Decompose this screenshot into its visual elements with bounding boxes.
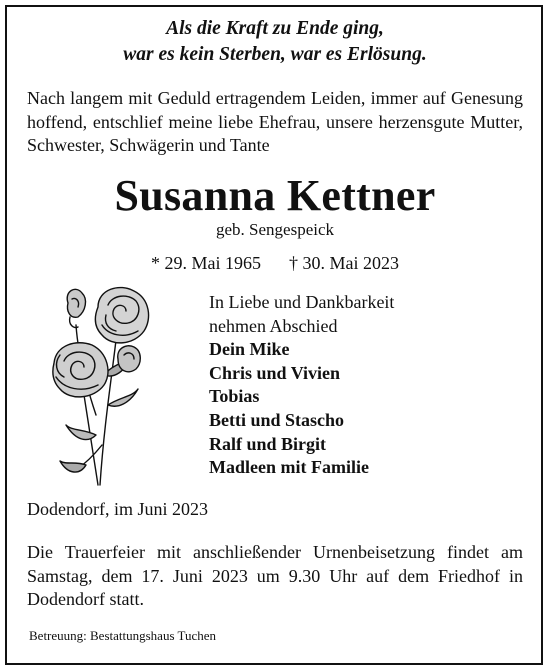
mourner-name: Tobias <box>209 386 260 407</box>
funeral-home: Betreuung: Bestattungshaus Tuchen <box>29 628 217 643</box>
farewell-block <box>209 291 394 480</box>
mourner-name: Dein Mike <box>209 339 290 360</box>
place-date: Dodendorf, im Juni 2023 <box>27 499 208 519</box>
mourner-name: Betti und Stascho <box>209 409 345 430</box>
farewell-line-1: In Liebe und Dankbarkeit <box>209 292 395 312</box>
intro-text: Nach langem mit Geduld ertragendem Leiden, immer auf Genesung hoffend, entschlief meine liebe Ehefrau, unsere herzensgute Mutter, Schwester, Schwägerin und Tante <box>27 88 523 155</box>
deceased-name: Susanna Kettner <box>114 171 436 220</box>
farewell-line-2: nehmen Abschied <box>209 315 338 336</box>
mourner-name: Ralf und Birgit <box>209 433 327 454</box>
motto-line-2: war es kein Sterben, war es Erlösung. <box>123 44 427 65</box>
mourner-name: Chris und Vivien <box>209 362 341 383</box>
birth-date: * 29. Mai 1965 <box>151 253 261 273</box>
motto <box>0 16 550 68</box>
mourner-name: Madleen mit Familie <box>209 457 369 478</box>
roses-icon <box>46 285 161 490</box>
service-info: Die Trauerfeier mit anschließender Urnenbeisetzung findet am Samstag, dem 17. Juni 2023 um 9.30 Uhr auf dem Friedhof in Dodendorf statt. <box>27 542 523 609</box>
death-date: † 30. Mai 2023 <box>289 253 399 273</box>
maiden-name: geb. Sengespeick <box>215 220 335 239</box>
life-dates <box>0 251 550 275</box>
motto-line-1: Als die Kraft zu Ende ging, <box>166 18 384 39</box>
